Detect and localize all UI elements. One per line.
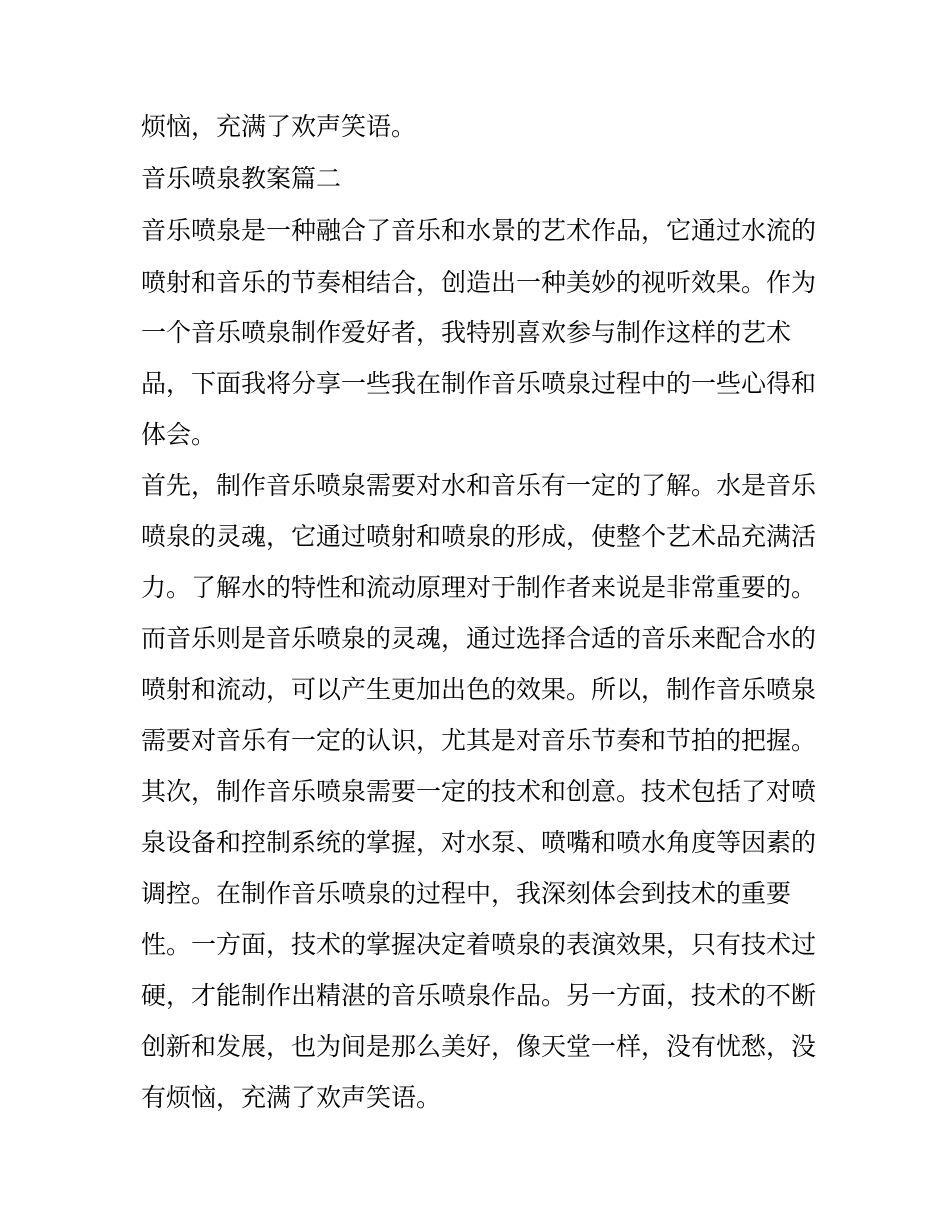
paragraph-2-line-5: 喷射和流动，可以产生更加出色的效果。所以，制作音乐喷泉: [141, 675, 817, 704]
paragraph-3-line-2: 泉设备和控制系统的掌握，对水泵、喷嘴和喷水角度等因素的: [141, 828, 817, 857]
paragraph-2-line-3: 力。了解水的特性和流动原理对于制作者来说是非常重要的。: [141, 573, 817, 602]
paragraph-2-line-6: 需要对音乐有一定的认识，尤其是对音乐节奏和节拍的把握。: [141, 726, 817, 755]
paragraph-2-line-1: 首先，制作音乐喷泉需要对水和音乐有一定的了解。水是音乐: [141, 471, 817, 500]
paragraph-3-line-3: 调控。在制作音乐喷泉的过程中，我深刻体会到技术的重要: [141, 879, 792, 908]
paragraph-1-line-1: 音乐喷泉是一种融合了音乐和水景的艺术作品，它通过水流的: [141, 216, 817, 245]
text-line-continuation: 烦恼，充满了欢声笑语。: [141, 112, 417, 141]
paragraph-1-line-5: 体会。: [141, 420, 217, 449]
paragraph-3-line-1: 其次，制作音乐喷泉需要一定的技术和创意。技术包括了对喷: [141, 777, 817, 806]
paragraph-1-line-4: 品，下面我将分享一些我在制作音乐喷泉过程中的一些心得和: [141, 369, 817, 398]
paragraph-1-line-3: 一个音乐喷泉制作爱好者，我特别喜欢参与制作这样的艺术: [141, 318, 792, 347]
paragraph-2-line-2: 喷泉的灵魂，它通过喷射和喷泉的形成，使整个艺术品充满活: [141, 522, 817, 551]
paragraph-3-line-4: 性。一方面，技术的掌握决定着喷泉的表演效果，只有技术过: [141, 930, 817, 959]
section-heading: 音乐喷泉教案篇二: [141, 164, 342, 193]
paragraph-3-line-7: 有烦恼，充满了欢声笑语。: [141, 1083, 442, 1112]
paragraph-1-line-2: 喷射和音乐的节奏相结合，创造出一种美妙的视听效果。作为: [141, 268, 817, 297]
paragraph-3-line-6: 创新和发展，也为间是那么美好，像天堂一样，没有忧愁，没: [141, 1032, 817, 1061]
paragraph-3-line-5: 硬，才能制作出精湛的音乐喷泉作品。另一方面，技术的不断: [141, 981, 817, 1010]
paragraph-2-line-4: 而音乐则是音乐喷泉的灵魂，通过选择合适的音乐来配合水的: [141, 624, 817, 653]
